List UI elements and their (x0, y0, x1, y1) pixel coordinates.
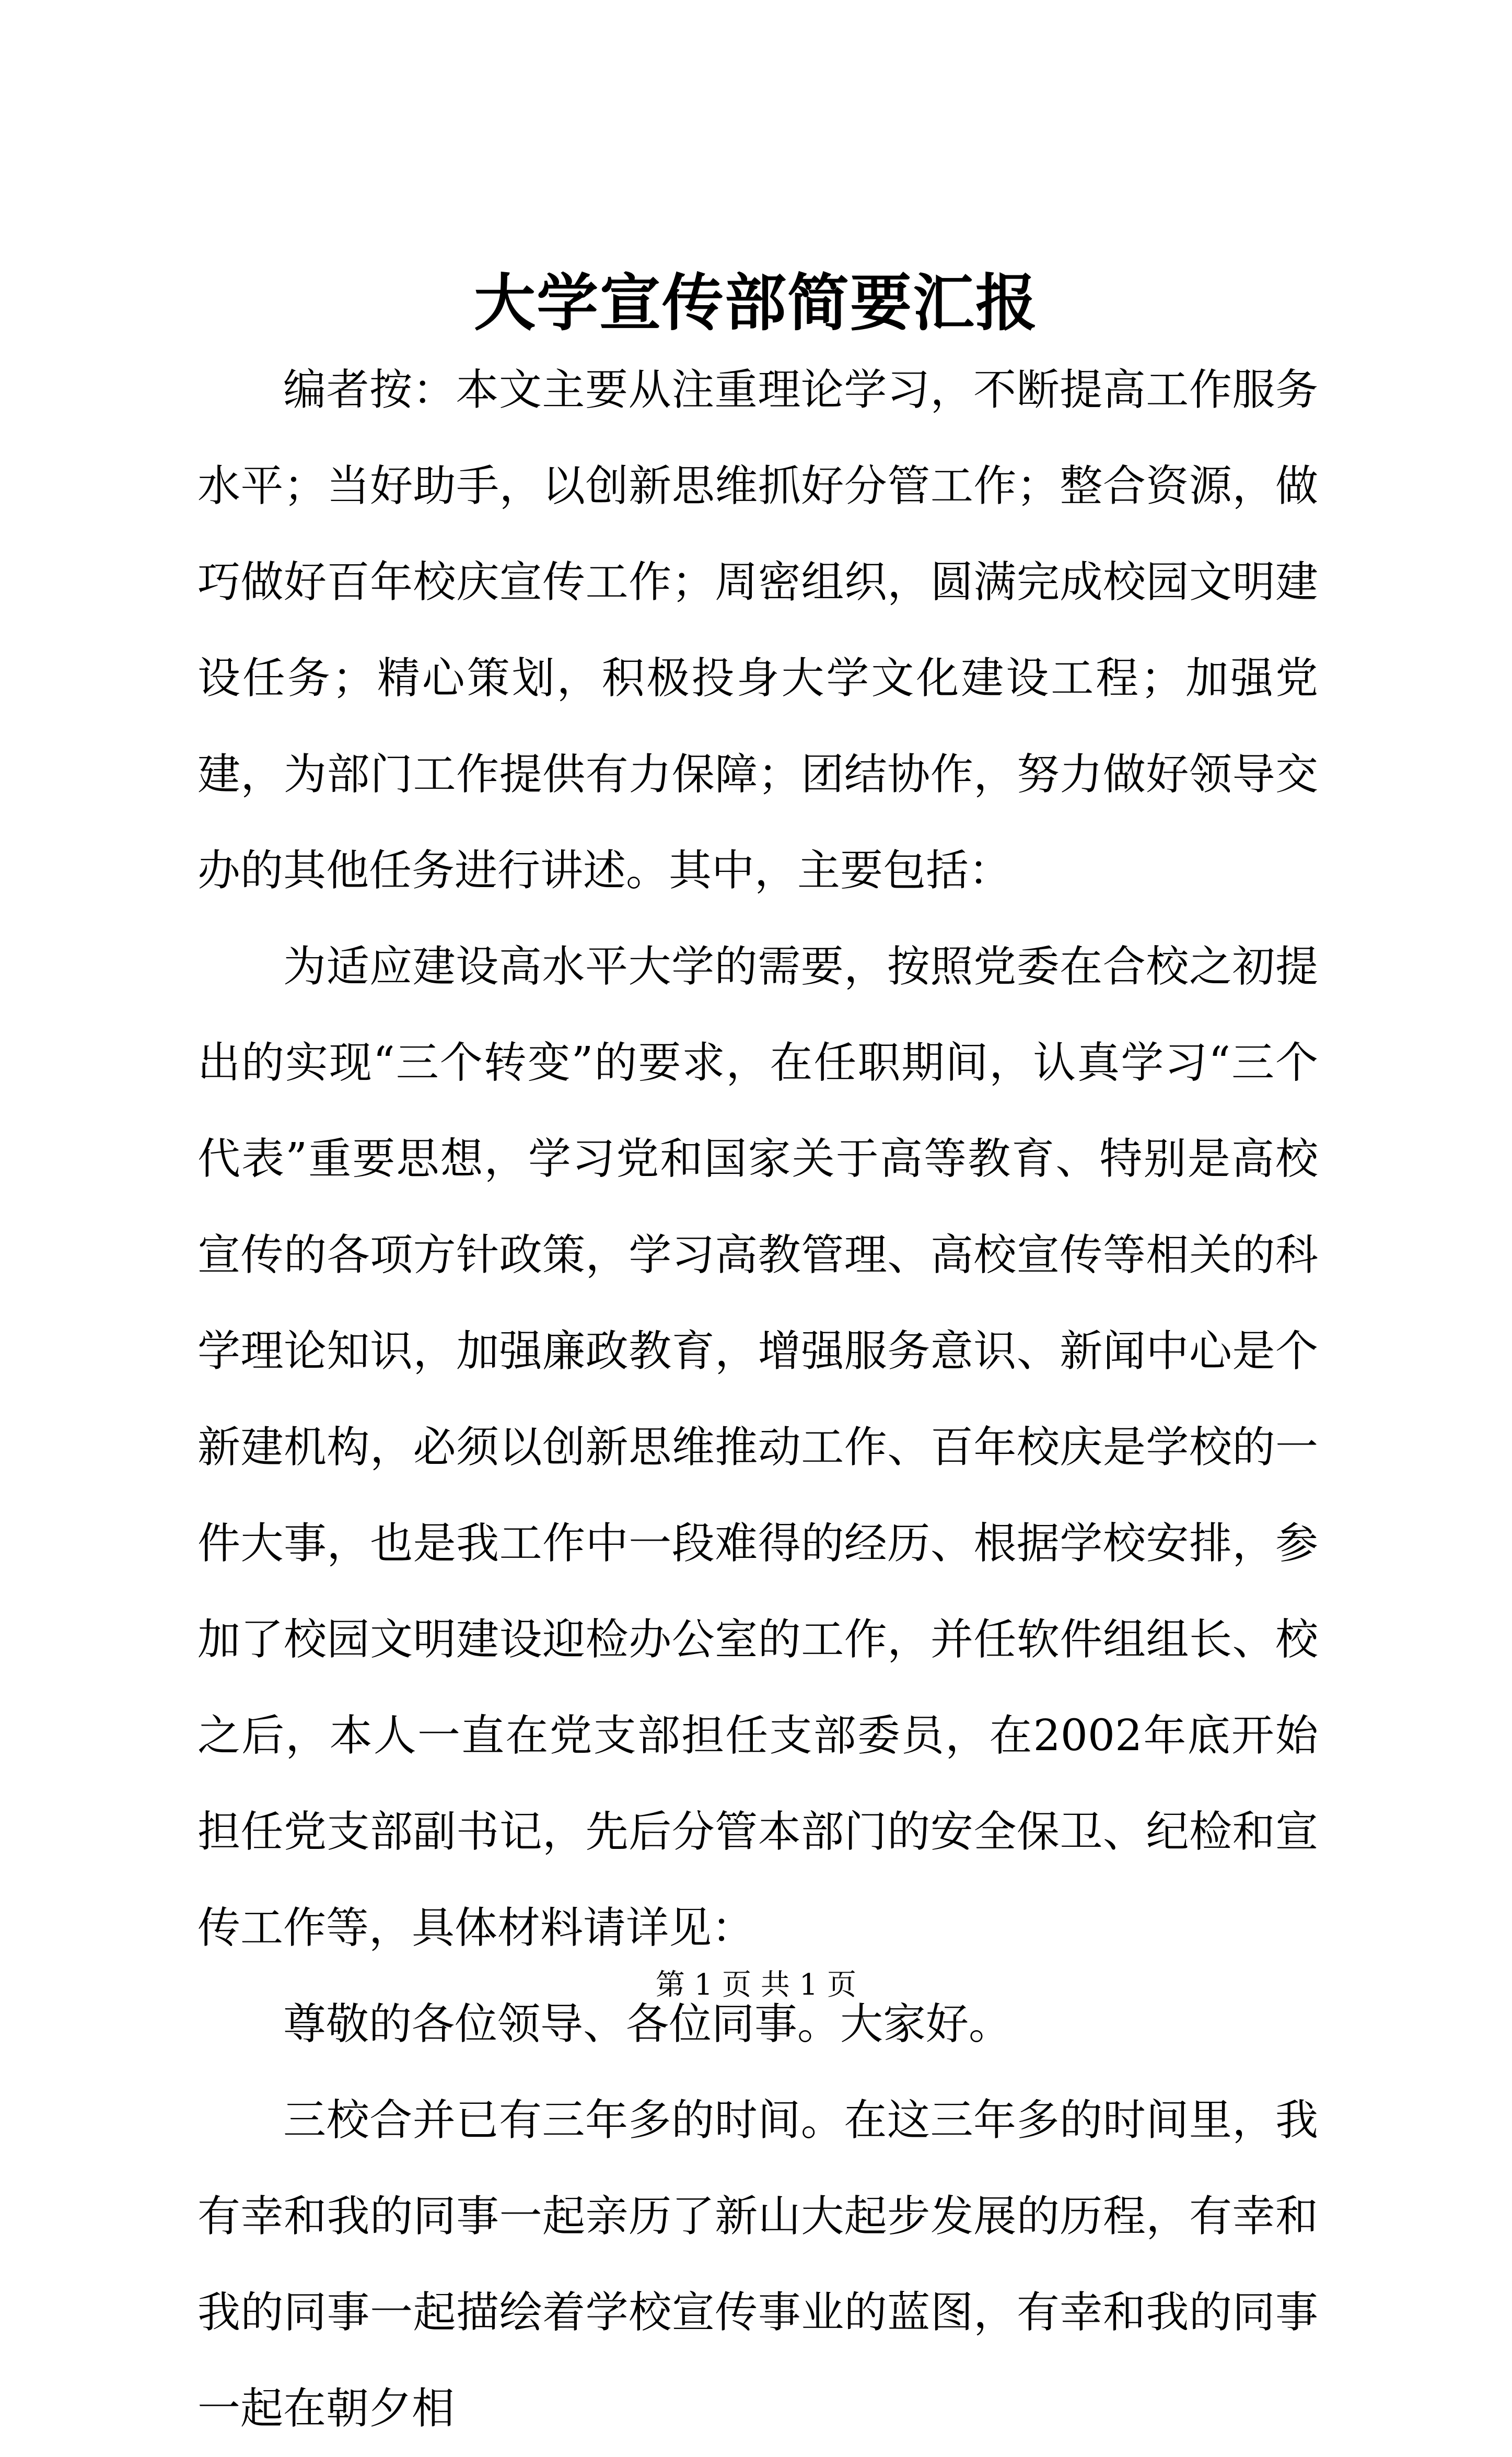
document-title: 大学宣传部简要汇报 (473, 266, 1038, 339)
paragraph-background: 为适应建设高水平大学的需要，按照党委在合校之初提出的实现“三个转变”的要求，在任职期间，认真学习“三个代表”重要思想，学习党和国家关于高等教育、特别是高校宣传的各项方针政策，学习高教管理、高校宣传等相关的科学理论知识，加强廉政教育，增强服务意识、新闻中心是个新建机构，必须以创新思维推动工作、百年校庆是学校的一件大事，也是我工作中一段难得的经历、根据学校安排，参加了校园文明建设迎检办公室的工作，并任软件组组长、校之后，本人一直在党支部担任支部委员，在2002年底开始担任党支部副书记，先后分管本部门的安全保卫、纪检和宣传工作等，具体材料请详见： (197, 942, 1318, 1953)
page-footer: 第 1 页 共 1 页 (655, 1968, 857, 2002)
paragraph-editor-note: 编者按：本文主要从注重理论学习，不断提高工作服务水平；当好助手，以创新思维抓好分管工作；整合资源，做巧做好百年校庆宣传工作；周密组织，圆满完成校园文明建设任务；精心策划，积极投身大学文化建设工程；加强党建，为部门工作提供有力保障；团结协作，努力做好领导交办的其他任务进行讲述。其中，主要包括： (197, 365, 1318, 895)
paragraph-greeting: 尊敬的各位领导、各位同事。大家好。 (283, 1999, 1012, 2049)
document-body (197, 342, 1318, 2457)
paragraph-opening: 三校合并已有三年多的时间。在这三年多的时间里，我有幸和我的同事一起亲历了新山大起步发展的历程，有幸和我的同事一起描绘着学校宣传事业的蓝图，有幸和我的同事一起在朝夕相 (197, 2095, 1318, 2433)
